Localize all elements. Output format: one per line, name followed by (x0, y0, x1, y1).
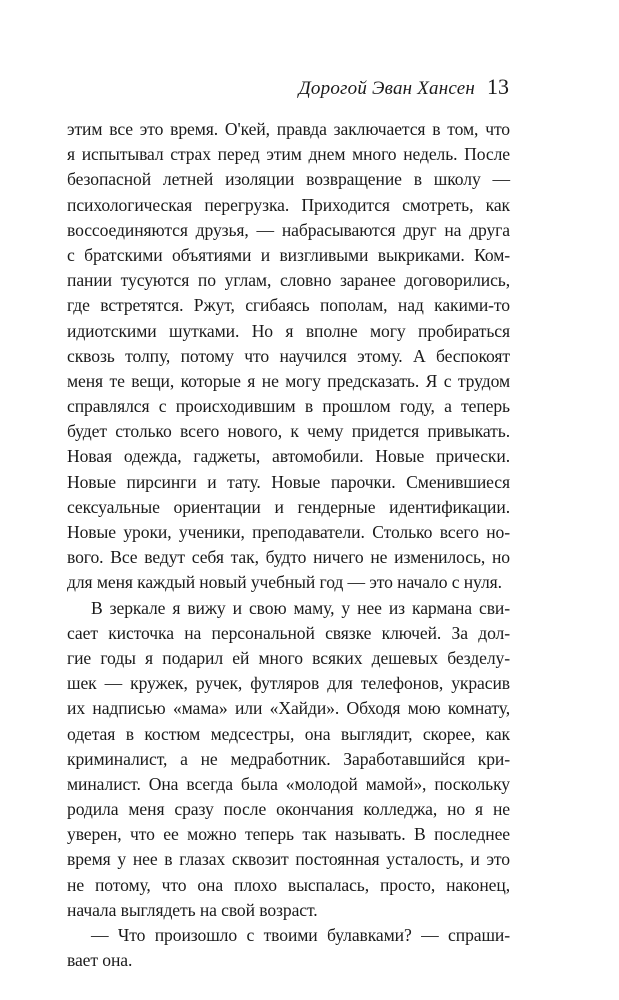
text-line: этим все это время. О'кей, правда заключается в том, что (67, 119, 510, 139)
text-line: безопасной летней изоляции возвращение в школу — (67, 169, 510, 190)
text-line: одетая в костюм медсестры, она выглядит, скорее, как (67, 723, 510, 744)
text-line: — Что произошло с твоими булавками? — спраши- (91, 925, 510, 945)
running-title: Дорогой Эван Хансен (298, 78, 475, 99)
text-line: миналист. Она всегда была «молодой мамой», поскольку (67, 773, 510, 794)
text-line: справлялся с происходившим в прошлом году, а теперь (67, 396, 510, 417)
text-line: не потому, что она плохо выспалась, просто, наконец, (67, 874, 510, 895)
text-line: я испытывал страх перед этим днем много недель. После (67, 144, 510, 165)
text-line: вает она. (67, 950, 133, 971)
text-line: пании тусуются по углам, словно заранее договорились, (67, 270, 510, 291)
text-line: меня те вещи, которые я не могу предсказать. Я с трудом (67, 370, 510, 391)
text-line: идиотскими шутками. Но я вполне могу пробираться (67, 320, 510, 341)
text-line: сексуальные ориентации и гендерные идентификации. (67, 496, 510, 517)
page-number: 13 (487, 74, 509, 99)
text-line: гие годы я подарил ей много всяких дешевых безделу- (67, 647, 510, 668)
text-line: воссоединяются друзья, — набрасываются друг на друга (67, 219, 510, 240)
text-line: будет столько всего нового, к чему придется привыкать. (67, 421, 510, 442)
text-line: Новые уроки, ученики, преподаватели. Столько всего но- (67, 522, 510, 542)
text-line: Новая одежда, гаджеты, автомобили. Новые прически. (67, 446, 510, 467)
body-text (67, 117, 510, 973)
running-header (299, 74, 509, 104)
text-line: начала выглядеть на свой возраст. (67, 899, 318, 920)
text-line: их надписью «мама» или «Хайди». Обходя мою комнату, (67, 698, 510, 719)
text-line: В зеркале я вижу и свою маму, у нее из кармана сви- (91, 597, 510, 618)
text-line: шек — кружек, ручек, футляров для телефонов, украсив (67, 673, 510, 694)
text-line: сает кисточка на персональной связке ключей. За дол- (67, 622, 510, 643)
text-line: с братскими объятиями и визгливыми выкриками. Ком- (67, 244, 510, 265)
text-line: криминалист, а не медработник. Заработавшийся кри- (67, 748, 510, 769)
text-line: время у нее в глазах сквозит постоянная усталость, и это (67, 849, 510, 870)
text-line: вого. Все ведут себя так, будто ничего не изменилось, но (67, 547, 510, 568)
text-line: родила меня сразу после окончания колледжа, но я не (67, 799, 510, 820)
text-line: где встретятся. Ржут, сгибаясь пополам, над какими-то (67, 295, 510, 316)
text-line: психологическая перегрузка. Приходится смотреть, как (67, 194, 510, 215)
text-line: уверен, что ее можно теперь так называть. В последнее (67, 824, 510, 845)
text-line: сквозь толпу, потому что научился этому. А беспокоят (67, 345, 510, 366)
text-line: для меня каждый новый учебный год — это начало с нуля. (67, 572, 502, 593)
text-line: Новые пирсинги и тату. Новые парочки. Сменившиеся (67, 471, 510, 492)
